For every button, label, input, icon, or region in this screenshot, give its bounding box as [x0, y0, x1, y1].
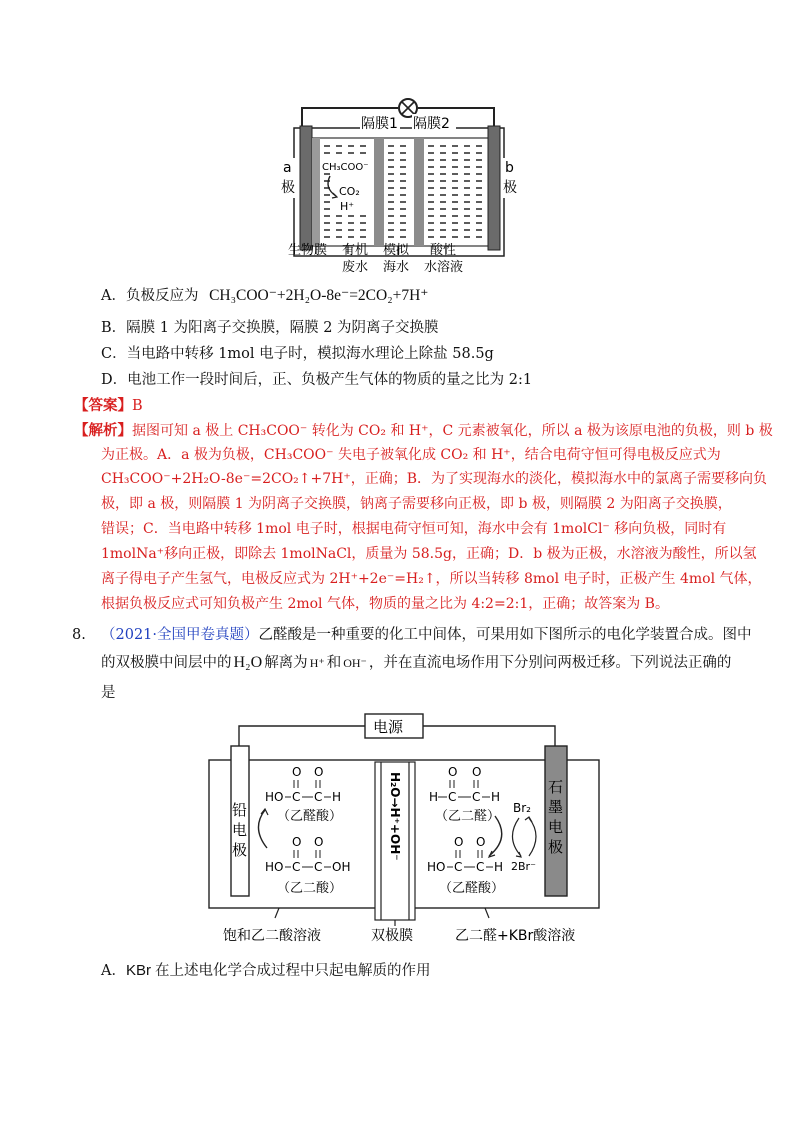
q8-h2o: H₂O	[233, 654, 263, 671]
svg-text:O: O	[314, 835, 324, 849]
graphite-electrode-char-3: 电	[548, 818, 564, 836]
glyoxal-name: （乙二醛）	[435, 809, 501, 824]
glyoxylic-acid-right-name: （乙醛酸）	[439, 881, 505, 896]
oxalic-acid-name: （乙二酸）	[277, 881, 343, 896]
bipolar-membrane-text: H₂O→H⁺+OH⁻	[388, 772, 402, 861]
q8-line-2	[101, 654, 731, 672]
analysis-line: 错误；C．当电路中转移 1mol 电子时，根据电荷守恒可知，海水中会有 1molCl⁻ 移向负极，同时有	[101, 521, 727, 537]
q8-option-a-text: 在上述电化学合成过程中只起电解质的作用	[155, 963, 431, 979]
q8-stem-2c: ，并在直流电场作用下分别问两极迁移。下列说法正确的	[368, 655, 732, 671]
svg-text:O: O	[472, 765, 482, 779]
graphite-electrode-char-1: 石	[548, 778, 564, 796]
glyoxylic-acid-left-name: （乙醛酸）	[277, 809, 343, 824]
q7-option-a	[101, 287, 429, 305]
label-biofilm: 生物膜	[288, 243, 328, 258]
svg-text:H: H	[494, 860, 504, 874]
answer-line	[74, 397, 143, 415]
electrode-b-char: 极	[503, 180, 517, 196]
q8-stem-2a: 的双极膜中间层中的	[101, 655, 232, 671]
q8-line-3: 是	[101, 685, 116, 701]
svg-text:O: O	[448, 765, 458, 779]
svg-text:C: C	[314, 860, 323, 874]
electrode-a-char: 极	[281, 180, 295, 196]
species-h: H⁺	[340, 200, 355, 213]
svg-text:HO: HO	[427, 860, 446, 874]
electrode-a-letter: a	[283, 160, 292, 176]
svg-text:C: C	[476, 860, 485, 874]
electrode-b	[488, 126, 500, 250]
svg-text:C: C	[292, 790, 301, 804]
species-co2: CO₂	[339, 185, 360, 198]
q7-option-b: B．隔膜 1 为阳离子交换膜，隔膜 2 为阴离子交换膜	[101, 320, 439, 336]
q8-source: （2021·全国甲卷真题）	[101, 627, 259, 643]
power-source-label: 电源	[373, 718, 404, 736]
analysis-line: 1molNa⁺移向正极，即除去 1molNaCl，质量为 58.5g，正确；D．b 极为正极，水溶液为酸性，所以氢	[101, 546, 757, 562]
lead-electrode-char-1: 铅	[232, 801, 248, 819]
q8-stem-2b: 解离为	[264, 655, 308, 671]
svg-text:O: O	[476, 835, 486, 849]
label-seawater-l2: 海水	[383, 260, 410, 275]
svg-text:HO: HO	[265, 790, 284, 804]
svg-text:O: O	[454, 835, 464, 849]
q8-oh-ion: OH⁻	[343, 656, 367, 670]
svg-text:H: H	[491, 790, 501, 804]
analysis-line: 极，即 a 极，则隔膜 1 为阴离子交换膜，钠离子需要移向正极，即 b 极，则隔膜 2 为阳离子交换膜，	[101, 496, 732, 512]
svg-text:C: C	[454, 860, 463, 874]
q8-line-1	[101, 626, 752, 644]
membrane-2-label: 隔膜2	[413, 116, 450, 132]
svg-text:OH: OH	[332, 860, 351, 874]
analysis-line: 离子得电子产生氢气，电极反应式为 2H⁺+2e⁻=H₂↑，所以当转移 8mol 电子时，正极产生 4mol 气体，	[101, 571, 762, 587]
q7-option-d: D．电池工作一段时间后，正、负极产生气体的物质的量之比为 2:1	[101, 372, 533, 388]
lead-electrode-char-2: 电	[232, 821, 248, 839]
species-acetate: CH₃COO⁻	[322, 162, 369, 173]
answer-label: 【答案】	[74, 397, 132, 414]
analysis-line: CH₃COO⁻+2H₂O-8e⁻=2CO₂↑+7H⁺，正确；B．为了实现海水的淡化，模拟海水中的氯离子需要移向负	[101, 471, 768, 487]
label-organic-l2: 废水	[342, 260, 369, 275]
q8-option-a-prefix: A．	[101, 963, 126, 979]
label-oxalic-solution: 饱和乙二酸溶液	[223, 928, 321, 944]
svg-text:C: C	[314, 790, 323, 804]
label-seawater-l1: 模拟	[383, 243, 410, 258]
membrane-1-label: 隔膜1	[361, 116, 398, 132]
label-acid-l2: 水溶液	[424, 260, 464, 275]
q7-option-c: C．当电路中转移 1mol 电子时，模拟海水理论上除盐 58.5g	[101, 346, 494, 362]
q8-h-ion: H⁺	[309, 656, 325, 670]
q8-stem-1: 乙醛酸是一种重要的化工中间体，可果用如下图所示的电化学装置合成。图中	[258, 627, 752, 643]
q7-option-a-prefix: A．负极反应为	[101, 288, 199, 304]
label-organic-l1: 有机	[342, 243, 369, 258]
svg-text:O: O	[292, 765, 302, 779]
answer-value: B	[132, 398, 143, 414]
label-acid-l1: 酸性	[430, 243, 457, 258]
figure-electrosynthesis	[205, 710, 605, 950]
membrane-2	[414, 138, 424, 246]
svg-text:H: H	[429, 790, 439, 804]
analysis-label: 【解析】	[74, 422, 132, 439]
figure-microbial-fuel-cell	[280, 96, 520, 280]
electrode-b-letter: b	[505, 160, 514, 176]
q7-option-a-formula: CH₃COO⁻+2H₂O-8e⁻=2CO₂+7H⁺	[209, 287, 429, 304]
analysis-line: 根据负极反应式可知负极产生 2mol 气体，物质的量之比为 4:2=2:1，正确；故答案为 B。	[101, 596, 669, 612]
svg-text:C: C	[292, 860, 301, 874]
membrane-1	[374, 138, 384, 246]
q8-number: 8.	[72, 627, 86, 643]
analysis-line: 为正极。A．a 极为负极，CH₃COO⁻ 失电子被氧化成 CO₂ 和 H⁺，结合电荷守恒可得电极反应式为	[101, 447, 721, 463]
graphite-electrode-char-2: 墨	[548, 798, 564, 816]
label-glyoxal-kbr-solution: 乙二醛+KBr酸溶液	[455, 928, 576, 944]
graphite-electrode-char-4: 极	[548, 838, 564, 856]
svg-text:C: C	[448, 790, 457, 804]
svg-text:C: C	[472, 790, 481, 804]
analysis-line: 据图可知 a 极上 CH₃COO⁻ 转化为 CO₂ 和 H⁺，C 元素被氧化，所以 a 极为该原电池的负极，则 b 极	[132, 423, 773, 439]
bromide-label: 2Br⁻	[511, 860, 536, 873]
svg-text:O: O	[292, 835, 302, 849]
analysis-block	[74, 422, 773, 440]
svg-text:O: O	[314, 765, 324, 779]
q8-option-a-kbr: KBr	[125, 962, 151, 979]
electrode-a	[300, 126, 312, 250]
lead-electrode-char-3: 极	[232, 841, 248, 859]
svg-text:HO: HO	[265, 860, 284, 874]
q8-and: 和	[326, 655, 342, 671]
svg-text:H: H	[332, 790, 342, 804]
label-bipolar-membrane: 双极膜	[371, 928, 413, 944]
q8-option-a	[101, 962, 431, 980]
bromine-label: Br₂	[513, 801, 531, 815]
